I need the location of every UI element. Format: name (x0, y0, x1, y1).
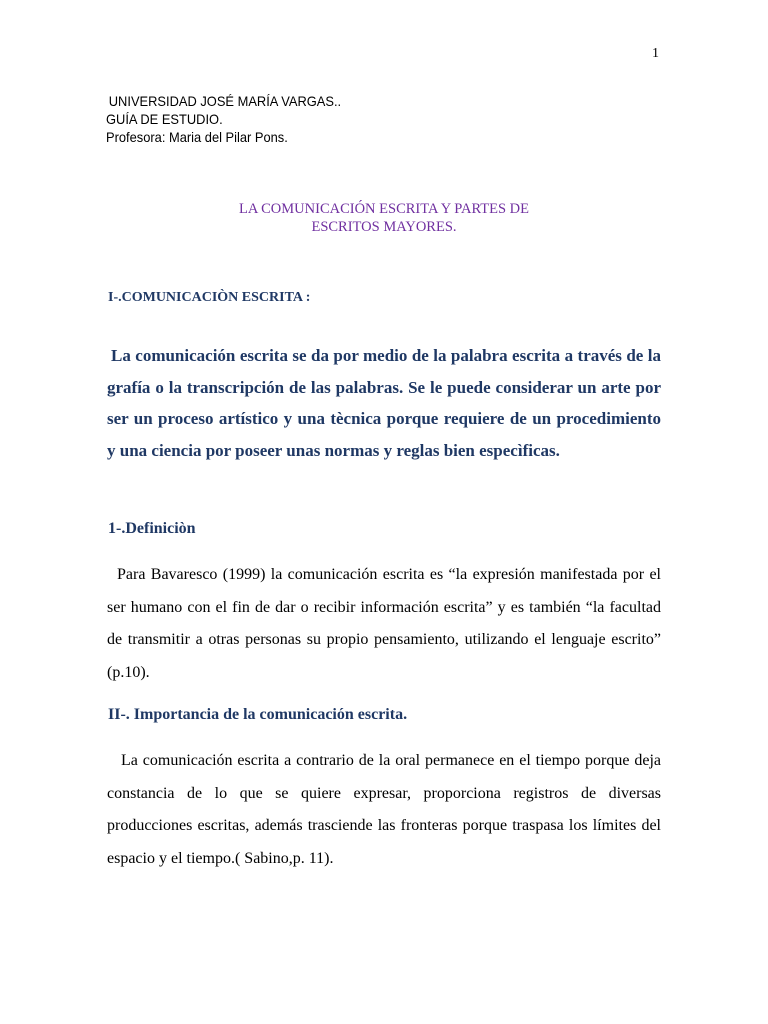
importance-paragraph: La comunicación escrita a contrario de la oral permanece en el tiempo porque deja constancia de lo que se quiere expresar, proporciona registros de diversas producciones escritas, además trasciende las fronteras porque traspasa los límites del espacio y el tiempo.( Sabino,p. 11). (107, 752, 661, 867)
document-header (106, 92, 341, 146)
definition-paragraph: Para Bavaresco (1999) la comunicación escrita es “la expresión manifestada por el ser humano con el fin de dar o recibir información escrita” y es también “la facultad de transmitir a otras personas su propio pensamiento, utilizando el lenguaje escrito” (p.10). (107, 566, 661, 681)
intro-paragraph: La comunicación escrita se da por medio de la palabra escrita a través de la grafía o la transcripción de las palabras. Se le puede considerar un arte por ser un proceso artístico y una tècnica porque requiere de un procedimiento y una ciencia por poseer unas normas y reglas bien especìficas. (107, 346, 661, 460)
section-heading-importance: II-. Importancia de la comunicación escrita. (108, 706, 408, 723)
professor-name: Profesora: Maria del Pilar Pons. (106, 129, 288, 145)
page-number: 1 (652, 46, 659, 61)
study-guide-label: GUÍA DE ESTUDIO. (106, 111, 223, 127)
document-title (0, 200, 768, 236)
section-heading-definition: 1-.Definiciòn (108, 520, 196, 537)
title-line-2: ESCRITOS MAYORES. (311, 219, 457, 235)
university-name: UNIVERSIDAD JOSÉ MARÍA VARGAS.. (108, 93, 342, 109)
section-heading-written-communication: I-.COMUNICACIÒN ESCRITA : (108, 290, 311, 305)
title-line-1: LA COMUNICACIÓN ESCRITA Y PARTES DE (238, 201, 529, 217)
